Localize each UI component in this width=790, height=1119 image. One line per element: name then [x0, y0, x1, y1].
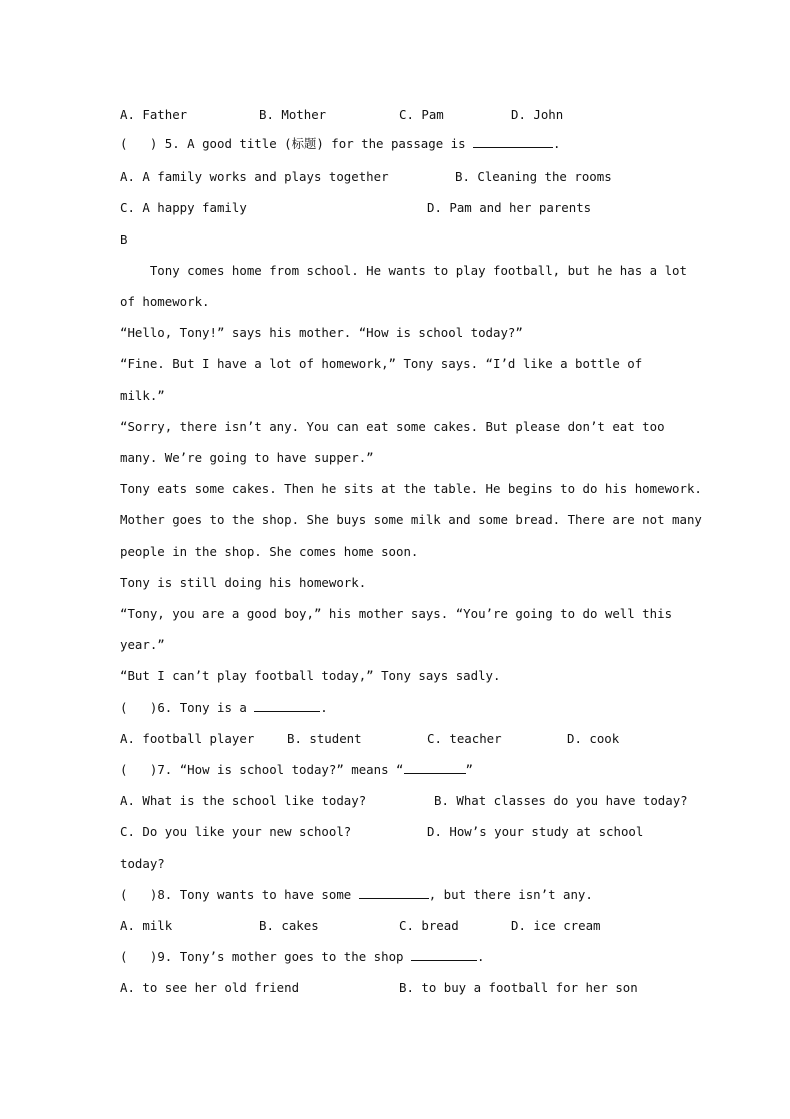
section-label: B — [120, 232, 128, 247]
q5-stem: ( ) 5. A good title (标题) for the passage is . — [120, 136, 561, 151]
passage-line: of homework. — [120, 294, 210, 309]
q6-stem: ( )6. Tony is a . — [120, 700, 328, 715]
q8-stem: ( )8. Tony wants to have some , but there isn’t any. — [120, 887, 593, 902]
q8-option-b: B. cakes — [259, 918, 319, 933]
q8-option-c: C. bread — [399, 918, 459, 933]
q6-option-b: B. student — [287, 731, 362, 746]
passage-line: Tony eats some cakes. Then he sits at the table. He begins to do his homework. — [120, 481, 702, 496]
q5-option-c: C. A happy family — [120, 200, 247, 215]
q7-option-d: D. How’s your study at school — [427, 824, 644, 839]
passage-line: people in the shop. She comes home soon. — [120, 544, 419, 559]
passage-line: “Sorry, there isn’t any. You can eat some cakes. But please don’t eat too — [120, 419, 665, 434]
passage-line: Mother goes to the shop. She buys some milk and some bread. There are not many — [120, 512, 702, 527]
answer-paren: ( ) — [120, 887, 158, 902]
q5-option-b: B. Cleaning the rooms — [455, 169, 612, 184]
q4-option-d: D. John — [511, 107, 564, 122]
q5-option-d: D. Pam and her parents — [427, 200, 592, 215]
q9-option-b: B. to buy a football for her son — [399, 980, 638, 995]
passage-line: Tony is still doing his homework. — [120, 575, 367, 590]
q7-option-a: A. What is the school like today? — [120, 793, 367, 808]
q6-option-d: D. cook — [567, 731, 620, 746]
answer-paren: ( ) — [120, 700, 158, 715]
q4-option-b: B. Mother — [259, 107, 327, 122]
q6-option-c: C. teacher — [427, 731, 502, 746]
q4-option-c: C. Pam — [399, 107, 444, 122]
q4-option-a: A. Father — [120, 107, 188, 122]
answer-blank — [404, 762, 466, 774]
answer-blank — [254, 700, 320, 712]
passage-line: Tony comes home from school. He wants to play football, but he has a lot — [120, 263, 687, 278]
passage-line: “Tony, you are a good boy,” his mother says. “You’re going to do well this — [120, 606, 673, 621]
q9-option-a: A. to see her old friend — [120, 980, 300, 995]
passage-line: milk.” — [120, 388, 165, 403]
q5-option-a: A. A family works and plays together — [120, 169, 389, 184]
q7-stem: ( )7. “How is school today?” means “ ” — [120, 762, 473, 777]
answer-paren: ( ) — [120, 762, 158, 777]
q6-option-a: A. football player — [120, 731, 255, 746]
passage-line: “Fine. But I have a lot of homework,” Tony says. “I’d like a bottle of — [120, 356, 643, 371]
q9-stem: ( )9. Tony’s mother goes to the shop . — [120, 949, 485, 964]
passage-line: many. We’re going to have supper.” — [120, 450, 374, 465]
passage-line: “But I can’t play football today,” Tony says sadly. — [120, 668, 501, 683]
answer-paren: ( ) — [120, 949, 158, 964]
answer-paren: ( ) — [120, 136, 158, 151]
q8-option-a: A. milk — [120, 918, 173, 933]
q8-option-d: D. ice cream — [511, 918, 601, 933]
answer-blank — [473, 136, 553, 148]
passage-line: “Hello, Tony!” says his mother. “How is school today?” — [120, 325, 523, 340]
q7-option-c: C. Do you like your new school? — [120, 824, 352, 839]
passage-line: year.” — [120, 637, 165, 652]
answer-blank — [359, 887, 429, 899]
q7-option-b: B. What classes do you have today? — [434, 793, 688, 808]
q7-option-d-continued: today? — [120, 856, 165, 871]
answer-blank — [411, 949, 477, 961]
